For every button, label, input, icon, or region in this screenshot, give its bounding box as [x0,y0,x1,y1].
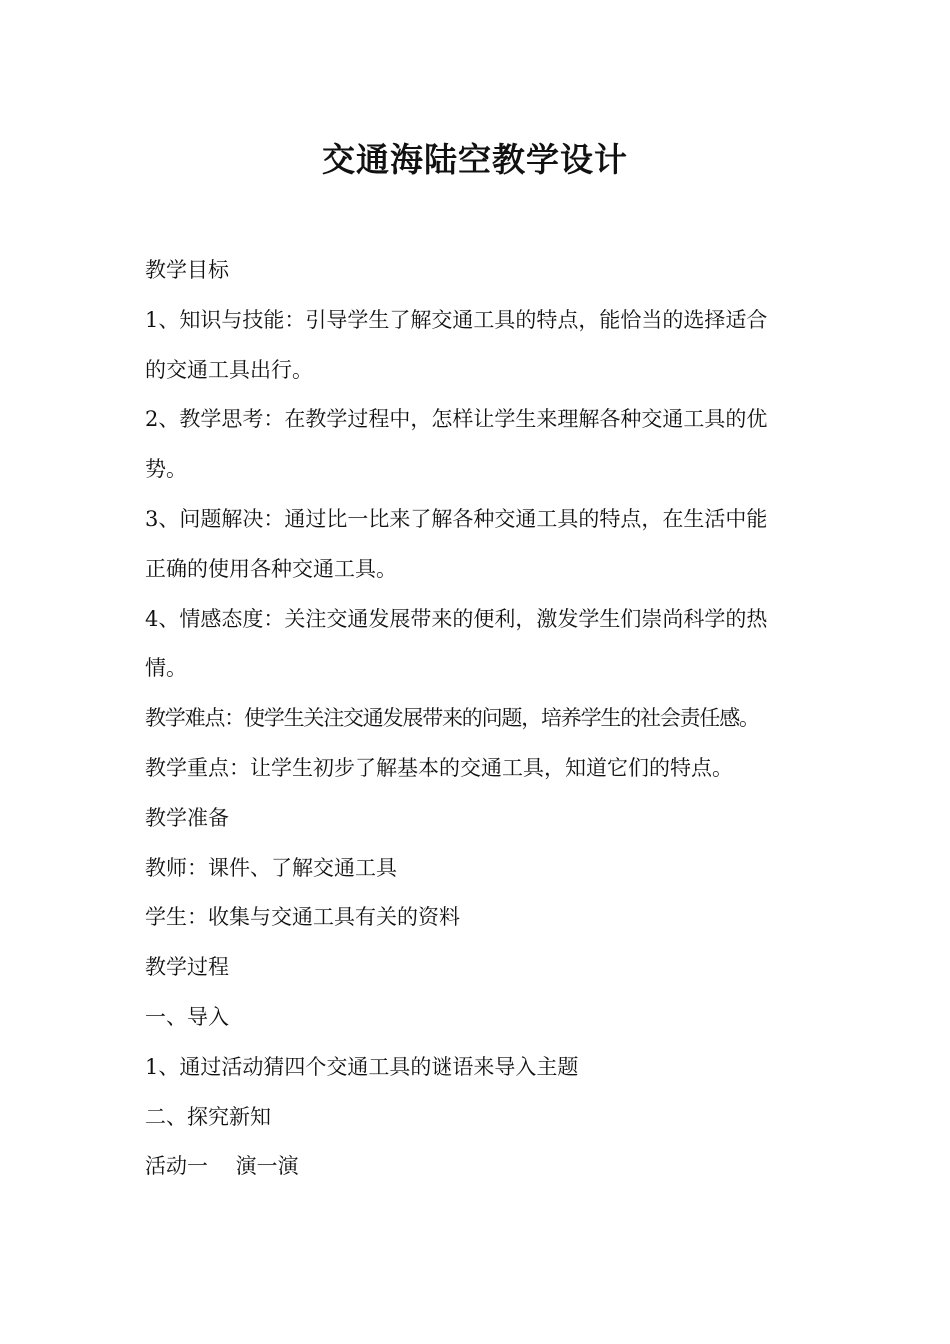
goal-4-line-1: 4、情感态度：关注交通发展带来的便利，激发学生们崇尚科学的热 [145,606,768,631]
goal-4-line-2: 情。 [145,656,187,681]
teaching-focus: 教学重点：让学生初步了解基本的交通工具，知道它们的特点。 [145,755,733,780]
heading-teaching-process: 教学过程 [145,955,229,980]
goal-1-line-2: 的交通工具出行。 [145,357,313,382]
introduction-step-1: 1、通过活动猜四个交通工具的谜语来导入主题 [145,1054,579,1079]
activity-one: 活动一 演一演 [145,1154,299,1179]
goal-3-line-2: 正确的使用各种交通工具。 [145,556,397,581]
goal-3-line-1: 3、问题解决：通过比一比来了解各种交通工具的特点，在生活中能 [145,506,768,531]
document-body [145,246,815,1192]
goal-2-line-2: 势。 [145,457,187,482]
teacher-preparation: 教师：课件、了解交通工具 [145,855,397,880]
student-preparation: 学生：收集与交通工具有关的资料 [145,905,460,930]
goal-1-line-1: 1、知识与技能：引导学生了解交通工具的特点，能恰当的选择适合 [145,307,768,332]
document-title: 交通海陆空教学设计 [322,140,628,179]
goal-2-line-1: 2、教学思考：在教学过程中，怎样让学生来理解各种交通工具的优 [145,407,768,432]
teaching-difficulty: 教学难点：使学生关注交通发展带来的问题，培养学生的社会责任感。 [145,706,759,731]
heading-teaching-goals: 教学目标 [145,258,229,282]
section-explore-new-knowledge: 二、探究新知 [145,1104,271,1129]
heading-teaching-preparation: 教学准备 [145,805,229,830]
section-introduction: 一、导入 [145,1004,229,1029]
